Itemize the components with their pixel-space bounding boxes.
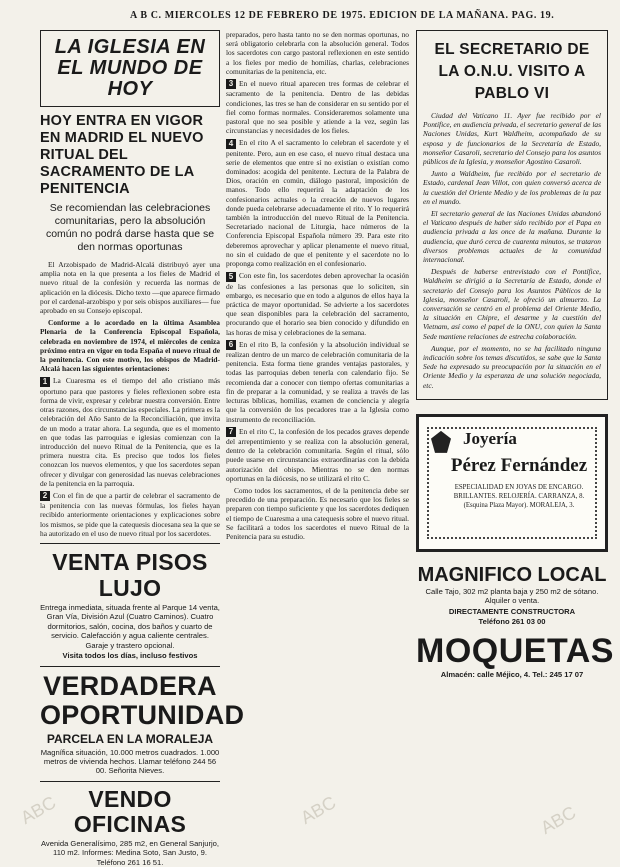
item-text: Con el fin de que a partir de celebrar el sacramento de la penitencia con las nuevas fórmulas, los fieles hayan recibido anteriormente orientaciones y explicaciones sobre los mismos, se pide que la catequesis diocesana sea la que se ha autorizado en el uso de nuevo ritual por los sacerdotes. [40,490,220,538]
watermark-icon: ABC [297,792,340,828]
ad-subtitle: PARCELA EN LA MORALEJA [46,731,214,746]
news-paragraph: El secretario general de las Naciones Unidas abandonó el Vaticano después de haber sido recibido por el Papa en audiencia privada a las once de la mañana. Durante la audiencia, que duró cerca de cuarenta minutos, se trataron diversos problemas actuales de la comunidad internacional. [423,209,601,265]
article-item [226,427,409,483]
article-item [226,79,409,135]
divider [40,543,220,544]
ad-title: VERDADERA OPORTUNIDAD [40,670,245,730]
divider [40,666,220,667]
ad-title: VENDO OFICINAS [73,785,187,837]
column-middle [226,30,409,830]
article-paragraph: Como todos los sacramentos, el de la penitencia debe ser precedido de una preparación. Es necesario que los fieles se preparen con tiempo suficiente y que los sacerdotes dediquen el tiempo de Cuaresma a una catequesis sobre el nuevo ritual. Se facilitará a todos los sacerdotes el nuevo Ritual de la Penitencia para su estudio. [226,486,409,542]
news-box [416,30,608,400]
column-right [416,30,614,830]
news-paragraph: Aunque, por el momento, no se ha facilitado ninguna indicación sobre los temas discutidos, se sabe que la Santa Sede ha expresado su preocupación por la situación en el Oriente Medio y la esperanza de una solución negociada, etc. [423,343,601,390]
ad-body: Calle Tajo, 302 m2 planta baja y 250 m2 de sótano. Alquiler o venta. [425,586,599,606]
ad-title: MOQUETAS [416,631,614,670]
item-text: En el rito A el sacramento lo celebran el sacerdote y el penitente. Pero, aun en ese caso, el nuevo ritual destaca una serie de elementos que entre sí no existían o existían como dominados: acogida del penitente. Lectura de la Palabra de Dios, oración en común, diálogo pastoral, imposición de manos. Todo ello requerirá la adaptación de los confesionarios actuales o la creación de nuevos lugares donde pueda celebrarse adecuadamente el rito. Y lo requerirá también la introducción del nuevo Ritual de la Penitencia. Secretariado nacional de Liturgia, hace números de la Conferencia Episcopal Española número 39. Para este rito deberemos aprovechar y aplicar plenamente el nuevo ritual, no sin el cuidado de que el penitente y el sacerdote no lo proponga como realización en el confesionario. [226,138,409,269]
article-subhead: Se recomiendan las celebraciones comunitarias, pero la absolución común no podrá darse hasta que se den normas oportunas [45,202,215,253]
item-text: En el nuevo ritual aparecen tres formas de celebrar el sacramento de la penitencia. Dentro de las debidas condiciones, las tres se han de considerar en su sentido por el fiel como formas normales. Consideraremos solamente una pastoral que no sea posible y atiende a la vez, según las circunstancias y necesidades de los fieles. [226,79,409,136]
watermark-icon: ABC [17,792,60,828]
jewelry-body: ESPECIALIDAD EN JOYAS DE ENCARGO. BRILLANTES. RELOJERÍA. CARRANZA, 8. (Esquina Plaza Mayor). MORALEJA, 3. [453,483,585,509]
news-paragraph: Después de haberse entrevistado con el Pontífice, Waldheim se dirigió a la Secretaría de Estado, donde el secretario del Consejo para los Asuntos Públicos de la Iglesia, monseñor Casaroli, le ofreció un almuerzo. La conversación se centró en el problema del Oriente Medio, la situación en Chipre, el desarme y la cuestión del Vietnam, así como el papel de la ONU, con quien la Santa Sede mantiene relaciones de estrecha colaboración. [423,267,601,341]
article-item [226,138,409,268]
item-text: Con este fin, los sacerdotes deben aprovechar la ocasión de las confesiones a las personas que lo soliciten, sin embargo, es necesario que en todo a algunos de ellos haya la práctica de mayor oportunidad. Se advierte a los sacerdotes que sean disponibles para la celebración del sacramento, procurando que el horario sea bien conocido y difundido en las horas de misa y celebraciones de la semana. [226,271,409,337]
divider [40,781,220,782]
ad-body: Avenida Generalísimo, 285 m2, en General Sanjurjo, 110 m2. Informes: Medina Soto, San Justo, 9. Teléfono 261 16 51. [41,838,219,867]
article-paragraph: Conforme a lo acordado en la última Asamblea Plenaria de la Conferencia Episcopal Española, celebrada en noviembre de 1974, el miércoles de ceniza próximo entra en vigor en toda España el nuevo ritual de la penitencia. Con este motivo, los obispos de Madrid-Alcalá hacen las siguientes orientaciones: [40,318,220,374]
item-text: La Cuaresma es el tiempo del año cristiano más oportuno para que pastores y fieles reflexionen sobre esta forma de vivir, expresar y celebrar nuestra conversión. Entre otras razones, dos circunstancias especiales. La primera es la celebración del Año Santo de la Reconciliación, que invita de un modo a tratar ahora. La segunda, que es el momento en que todas las parroquias e iglesias comienzan con la introducción del nuevo Ritual de la Penitencia, que es la primera nuestra cita. Es preciso que todos los fieles conozcan los nuevos elementos, y que los sacerdotes sepan ofrecer y divulgar con generosidad las nuevas celebraciones de la penitencia en la parroquia. [40,376,220,488]
ad-title: VENTA PISOS LUJO [52,549,208,602]
ad-body: Almacén: calle Méjico, 4. Tel.: 245 17 07 [440,669,584,679]
ad-body: Entrega inmediata, situada frente al Parque 14 venta, Gran Vía, División Azul (Cuatro Caminos). Cuatro dormitorios, salón, cocina, dos baños y cuarto de servicio. Calefacción y agua caliente centrales. Garaje y trastero opcional. [40,603,220,650]
section-box: LA IGLESIA EN EL MUNDO DE HOY [40,30,220,107]
item-text: En el rito B, la confesión y la absolución individual se realizan dentro de un marco de celebración comunitaria de la penitencia. Esta forma tiene grandes ventajas pastorales, y todas las parroquias deben tenerla con calendario fijo. Se recomienda dar a conocer con tiempo ofertas comunitarias a fin de preparar a la comunidad, y se realiza a través de las lecturas bíblicas, homilías, examen de conciencia y alegría que la conversión de los pecadores trae a la Iglesia como instrumento de reconciliación. [226,339,409,424]
watermark-icon: ABC [537,802,580,838]
column-left [40,30,245,867]
item-number: 1 [40,377,50,387]
news-box-title: EL SECRETARIO DE LA O.N.U. VISITO A PABLO VI [434,41,590,102]
article-item [226,340,409,424]
ad-body: Magnífica situación, 10.000 metros cuadrados. 1.000 metros de vivienda hechos. Llamar teléfono 244 56 00. Señorita Nieves. [40,747,220,776]
jewelry-name: Joyería [463,428,517,448]
ad-note: Visita todos los días, incluso festivos [62,651,198,661]
news-paragraph: Ciudad del Vaticano 11. Ayer fue recibido por el Pontífice, en audiencia privada, el secretario general de las Naciones Unidas, Kurt Waldheim, acompañado de su esposa y de funcionarios de la Secretaría de Estado, monseñor Casaroli, secretario del Consejo para los asuntos públicos de la Iglesia, y monseñor Agostino Casaroli. [423,111,601,167]
ad-title: MAGNIFICO LOCAL [417,563,607,586]
item-number: 5 [226,272,236,282]
article-item [40,376,220,488]
article-item [40,491,220,538]
article-paragraph: El Arzobispado de Madrid-Alcalá distribuyó ayer una amplia nota en la que presenta a los fieles de Madrid el nuevo ritual de la confesión y recuerda las normas de aplicación en la diócesis. Dicho texto —que aparece firmado por el cardenal-arzobispo y por seis obispos auxiliares— fue aprobado en su Consejo episcopal. [40,260,220,316]
article-item [226,271,409,337]
ad-phone: Teléfono 261 03 00 [478,617,546,627]
item-number: 7 [226,427,236,437]
article-headline: HOY ENTRA EN VIGOR EN MADRID EL NUEVO RITUAL DEL SACRAMENTO DE LA PENITENCIA [40,113,204,197]
article-paragraph: preparados, pero hasta tanto no se den normas oportunas, no será obligatorio celebrarla con la absolución general. Todos los sacerdotes con cargo pastoral reflexionen en este sentido a los fieles por medio de homilías, charlas, celebraciones comunitarias de la penitencia, etc. [226,30,409,76]
news-paragraph: Junto a Waldheim, fue recibido por el secretario de Estado, cardenal Jean Villot, con quien conversó acerca de la cuestión del Oriente Medio y de los problemas de la paz en el mundo. [423,169,601,206]
item-number: 3 [226,79,236,89]
item-text: En el rito C, la confesión de los pecados graves depende del arrepentimiento y se realiza con la absolución general, dentro de la celebración comunitaria. Según el ritual, sólo puede usarse en circunstancias extraordinarias con la debida autorización del obispo. Mientras no se den normas oportunas en la diócesis, no se utilizará el rito C. [226,426,409,483]
item-number: 6 [226,340,236,350]
item-number: 4 [226,139,236,149]
item-number: 2 [40,491,50,501]
ad-note: DIRECTAMENTE CONSTRUCTORA [448,606,576,616]
jewelry-name-2: Pérez Fernández [450,454,588,476]
page-header: A B C. MIERCOLES 12 DE FEBRERO DE 1975. EDICION DE LA MAÑANA. PAG. 19. [130,10,555,21]
jewelry-ad [416,414,608,552]
